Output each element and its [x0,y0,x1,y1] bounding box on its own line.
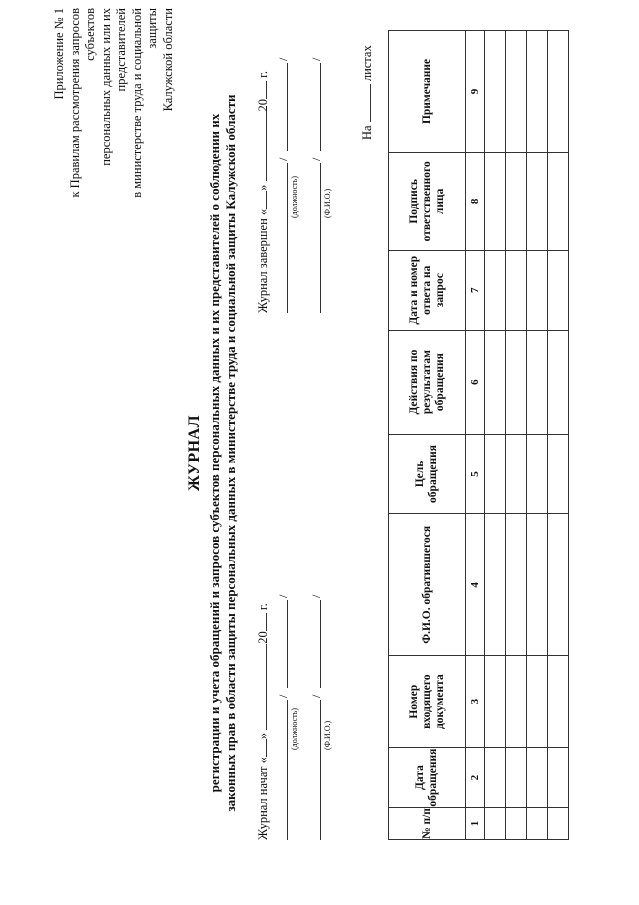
journal-start-line [256,603,271,840]
table-cell [547,250,568,330]
table-cell [484,655,505,747]
start-slash-2: / [275,594,290,598]
table-cell [505,250,526,330]
column-number: 4 [465,513,484,655]
table-row [526,30,547,839]
column-number: 7 [465,250,484,330]
table-cell [484,434,505,514]
end-name-caption: (Ф.И.О.) [322,188,332,218]
table-cell [505,807,526,839]
table-cell [484,250,505,330]
journal-start-close: » [255,732,270,739]
table-header-row [388,30,465,839]
table-row [484,30,505,839]
column-number: 6 [465,330,484,434]
table-cell [547,655,568,747]
table-cell [484,330,505,434]
end-name-rule-2 [320,63,321,151]
journal-page [20,7,620,888]
start-name-caption: (Ф.И.О.) [322,720,332,750]
sheets-count [360,45,375,140]
column-header: Дата и номер ответа на запрос [388,250,465,330]
appendix-line: персональных данных или их представителей [98,7,128,166]
table-cell [505,655,526,747]
appendix-line: Приложение № 1 [51,7,66,100]
table-cell [526,807,547,839]
sheets-prefix: На [359,124,374,140]
end-slash-3: / [308,157,323,161]
table-cell [526,513,547,655]
column-number-row [465,30,484,839]
table-cell [547,434,568,514]
end-position-caption: (должность) [289,175,299,218]
document-subtitle [207,18,239,888]
column-number: 9 [465,30,484,152]
table-cell [526,152,547,250]
appendix-line: в министерстве труда и социальной защиты [129,7,159,198]
column-header: Подпись ответственного лица [388,152,465,250]
table-cell [484,807,505,839]
column-number: 3 [465,655,484,747]
start-position-rule [287,700,288,840]
end-position-rule [287,163,288,313]
appendix-line: Калужской области [160,7,174,111]
appendix-line: к Правилам рассмотрения запросов субъектов [67,7,97,198]
start-name-rule [320,700,321,840]
column-header: Ф.И.О. обратившегося [388,513,465,655]
table-cell [505,152,526,250]
column-header: Действия по результатам обращения [388,330,465,434]
column-header: Примечание [388,30,465,152]
table-cell [484,152,505,250]
table-cell [547,747,568,807]
column-number: 8 [465,152,484,250]
subtitle-line-1: регистрации и учета обращений и запросов субъектов персональных данных и их представителей о соблюдении их [206,113,222,792]
start-position-caption: (должность) [289,707,299,750]
column-header: Номер входящего документа [388,655,465,747]
table-row [547,30,568,839]
table-cell [547,330,568,434]
journal-start-year-suffix: г. [255,602,270,610]
column-number: 5 [465,434,484,514]
column-header: Дата обращения [388,747,465,807]
table-cell [505,513,526,655]
table-cell [505,330,526,434]
journal-start-year: 20 [255,630,270,644]
table-cell [484,747,505,807]
end-slash-4: / [308,57,323,61]
end-position-rule-2 [287,63,288,151]
end-slash-1: / [275,157,290,161]
table-cell [526,30,547,152]
table-cell [526,655,547,747]
appendix-note [52,8,176,208]
column-number: 1 [465,807,484,839]
start-slash-3: / [308,694,323,698]
table-cell [526,434,547,514]
start-slash-1: / [275,694,290,698]
table-cell [505,747,526,807]
journal-end-year-suffix: г. [255,70,270,78]
journal-table [388,30,569,840]
table-cell [526,330,547,434]
table-cell [484,513,505,655]
column-number: 2 [465,747,484,807]
table-cell [526,250,547,330]
end-name-rule [320,163,321,313]
table-cell [526,747,547,807]
journal-end-year: 20 [255,98,270,111]
table-cell [547,152,568,250]
table-cell [547,513,568,655]
sheets-suffix: листах [359,44,374,81]
start-name-rule-2 [320,600,321,688]
start-position-rule-2 [287,600,288,688]
document-title: ЖУРНАЛ [185,414,203,491]
table-cell [505,434,526,514]
start-slash-4: / [308,594,323,598]
table-row [505,30,526,839]
journal-end-line [256,71,271,313]
journal-end-close: » [255,184,270,191]
column-header: Цель обращения [388,434,465,514]
journal-start-label: Журнал начат « [255,756,270,840]
table-cell [505,30,526,152]
end-slash-2: / [275,57,290,61]
table-cell [547,30,568,152]
table-cell [484,30,505,152]
subtitle-line-2: законных прав в области защиты персональных данных в министерстве труда и социальной защиты Калужской области [222,93,238,812]
column-header: № п/п [388,807,465,839]
table-cell [547,807,568,839]
journal-end-label: Журнал завершен « [255,208,270,313]
